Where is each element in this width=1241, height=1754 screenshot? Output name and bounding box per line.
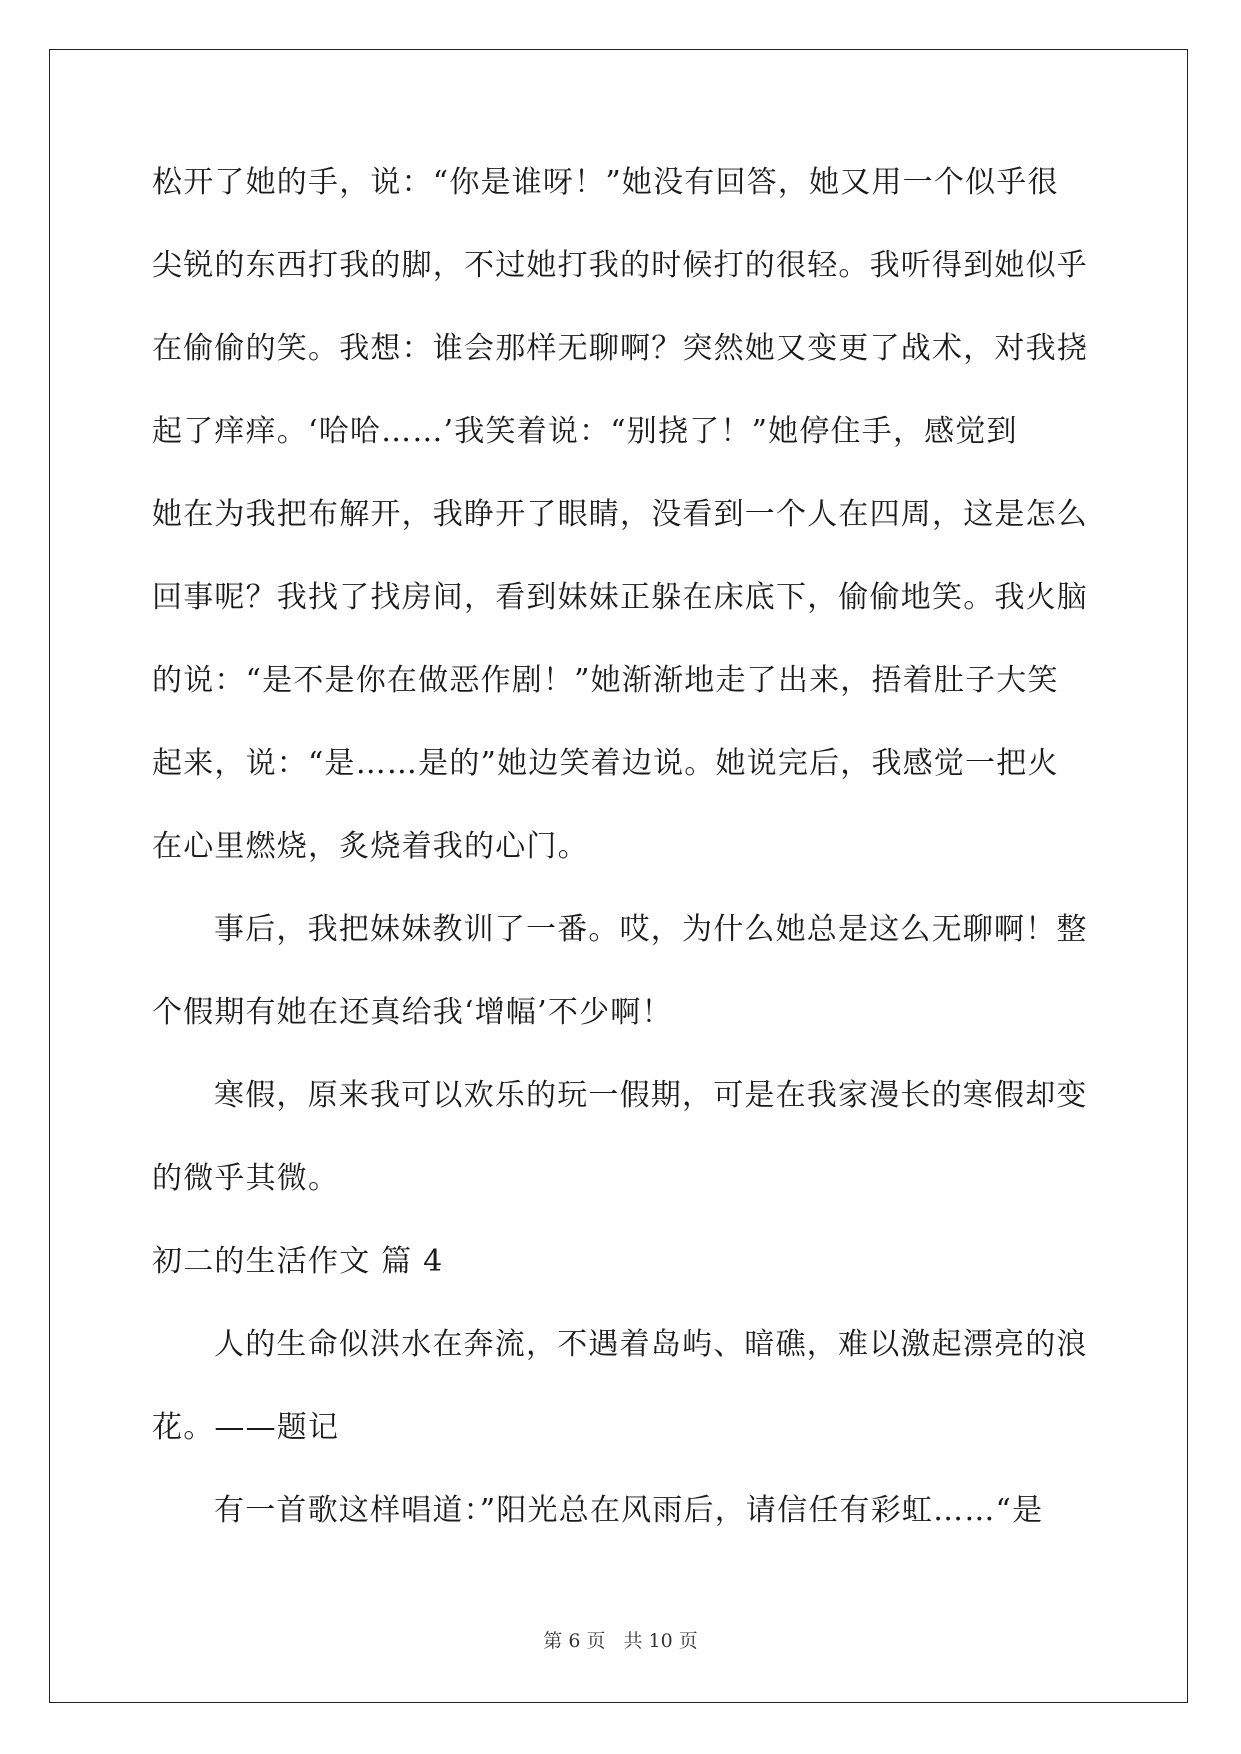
text-line: 起了痒痒。‘哈哈……’我笑着说：“别挠了！”她停住手，感觉到 — [152, 414, 1018, 449]
paragraph-start-line: 有一首歌这样唱道：”阳光总在风雨后，请信任有彩虹……“是 — [214, 1493, 1044, 1528]
paragraph-start-line: 事后，我把妹妹教训了一番。哎，为什么她总是这么无聊啊！整 — [214, 912, 1088, 947]
text-line: 起来，说：“是……是的”她边笑着边说。她说完后，我感觉一把火 — [152, 746, 1059, 781]
document-body — [152, 160, 1092, 1571]
text-line: 尖锐的东西打我的脚，不过她打我的时候打的很轻。我听得到她似乎 — [152, 248, 1088, 283]
text-line: 松开了她的手，说：“你是谁呀！”她没有回答，她又用一个似乎很 — [152, 165, 1059, 200]
section-heading: 初二的生活作文 篇 4 — [152, 1244, 444, 1279]
paragraph-start-line: 寒假，原来我可以欢乐的玩一假期，可是在我家漫长的寒假却变 — [214, 1078, 1088, 1113]
text-line: 的微乎其微。 — [152, 1161, 340, 1196]
page-total: 共 10 页 — [623, 1630, 698, 1652]
text-line: 的说：“是不是你在做恶作剧！”她渐渐地走了出来，捂着肚子大笑 — [152, 663, 1059, 698]
text-line: 在心里燃烧，炙烧着我的心门。 — [152, 829, 589, 864]
page-footer — [0, 1626, 1241, 1653]
text-line: 花。——题记 — [152, 1410, 340, 1445]
page-number: 第 6 页 — [543, 1630, 606, 1652]
text-line: 回事呢？我找了找房间，看到妹妹正躲在床底下，偷偷地笑。我火脑 — [152, 580, 1088, 615]
paragraph-start-line: 人的生命似洪水在奔流，不遇着岛屿、暗礁，难以激起漂亮的浪 — [214, 1327, 1088, 1362]
text-line: 她在为我把布解开，我睁开了眼睛，没看到一个人在四周，这是怎么 — [152, 497, 1088, 532]
text-line: 在偷偷的笑。我想：谁会那样无聊啊？突然她又变更了战术，对我挠 — [152, 331, 1088, 366]
text-line: 个假期有她在还真给我‘增幅’不少啊！ — [152, 995, 673, 1030]
